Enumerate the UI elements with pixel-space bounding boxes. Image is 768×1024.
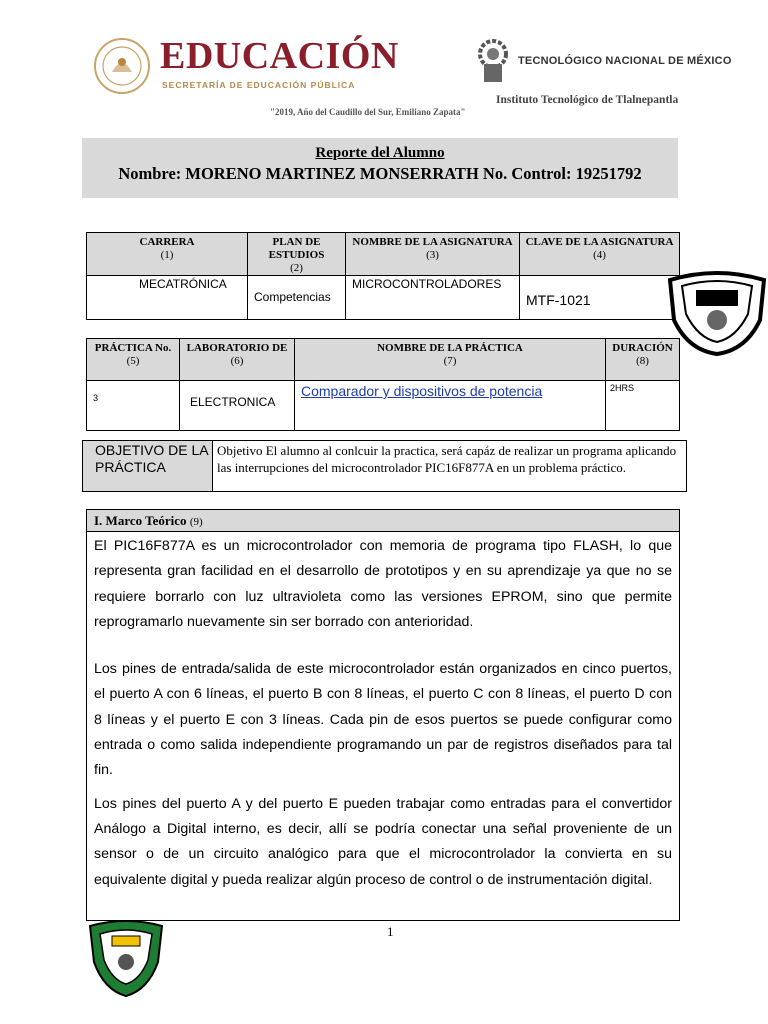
carrera-value: MECATRÓNICA bbox=[87, 276, 248, 320]
paragraph: El PIC16F877A es un microcontrolador con memoria de programa tipo FLASH, lo que representa gran facilidad en el desarrollo de prototipos y en su aprendizaje ya que no se requiere borrarlo con luz ultravioleta como las versiones EPROM, sino que permite reprogramarlo nuevamente sin ser borrado con anterioridad. bbox=[94, 538, 672, 630]
objective-label: OBJETIVO DE LA PRÁCTICA bbox=[83, 441, 213, 491]
laboratorio-value: ELECTRONICA bbox=[180, 381, 295, 431]
paragraph: Los pines de entrada/salida de este microcontrolador están organizados en cinco puertos, el puerto A con 6 líneas, el puerto B con 8 líneas, el puerto C con 8 líneas, el puerto D con 8 líneas y el puerto E con 3 líneas. Cada pin de esos puertos se puede configurar como entrada o como salida independiente programando un par de registros diseñados para tal fin. bbox=[94, 661, 672, 779]
paragraph: Los pines del puerto A y del puerto E pueden trabajar como entradas para el convertidor Análogo a Digital interno, es decir, allí se podría conectar una señal proveniente de un sensor o de un circuito analógico para que el microcontrolador la convierta en su equivalente digital y pueda realizar algún proceso de control o de instrumentación digital. bbox=[94, 795, 672, 888]
course-info-table bbox=[86, 232, 680, 320]
clave-value: MTF-1021 bbox=[520, 276, 680, 320]
header-duracion: DURACIÓN (8) bbox=[606, 339, 680, 381]
marco-teorico-header bbox=[87, 510, 679, 532]
report-title: Reporte del Alumno bbox=[315, 145, 445, 161]
header-plan: PLAN DE ESTUDIOS (2) bbox=[248, 233, 346, 276]
header-asignatura: NOMBRE DE LA ASIGNATURA (3) bbox=[346, 233, 520, 276]
motto: "2019, Año del Caudillo del Sur, Emiliano Zapata" bbox=[270, 107, 466, 117]
marco-teorico-body bbox=[94, 534, 672, 915]
practice-info-table bbox=[86, 338, 680, 431]
header-carrera: CARRERA (1) bbox=[87, 233, 248, 276]
header-practica: PRÁCTICA No. (5) bbox=[87, 339, 180, 381]
tecnm-name: TECNOLÓGICO NACIONAL DE MÉXICO bbox=[518, 55, 732, 67]
marco-teorico-section bbox=[86, 509, 680, 921]
student-name-line: Nombre: MORENO MARTINEZ MONSERRATH No. Control: 19251792 bbox=[118, 164, 642, 183]
asignatura-value: MICROCONTROLADORES bbox=[346, 276, 520, 320]
institute-green-shield-icon bbox=[86, 918, 166, 998]
practice-name-link[interactable]: Comparador y dispositivos de potencia bbox=[295, 381, 606, 431]
institute-shield-logo-icon bbox=[666, 270, 768, 356]
marco-title: I. Marco Teórico bbox=[94, 513, 187, 528]
edu-subtitle: SECRETARÍA DE EDUCACIÓN PÚBLICA bbox=[162, 80, 356, 90]
mexico-seal-icon bbox=[92, 36, 152, 96]
objective-box bbox=[82, 440, 687, 492]
tecnm-logo-icon bbox=[474, 38, 512, 84]
practica-value: 3 bbox=[87, 381, 180, 431]
objective-text: Objetivo El alumno al conlcuir la practica, será capáz de realizar un programa aplicando las interrupciones del microcontrolador PIC16F877A en un problema práctico. bbox=[217, 443, 677, 475]
institute-name: Instituto Tecnológico de Tlalnepantla bbox=[496, 94, 679, 106]
header-clave: CLAVE DE LA ASIGNATURA (4) bbox=[520, 233, 680, 276]
duracion-value: 2HRS bbox=[606, 381, 680, 431]
page-number: 1 bbox=[387, 924, 394, 939]
edu-title: EDUCACIÓN bbox=[160, 35, 399, 77]
report-header bbox=[82, 138, 678, 198]
marco-num: (9) bbox=[189, 516, 203, 528]
plan-value: Competencias bbox=[248, 276, 346, 320]
header-nombre-practica: NOMBRE DE LA PRÁCTICA (7) bbox=[295, 339, 606, 381]
header-laboratorio: LABORATORIO DE (6) bbox=[180, 339, 295, 381]
